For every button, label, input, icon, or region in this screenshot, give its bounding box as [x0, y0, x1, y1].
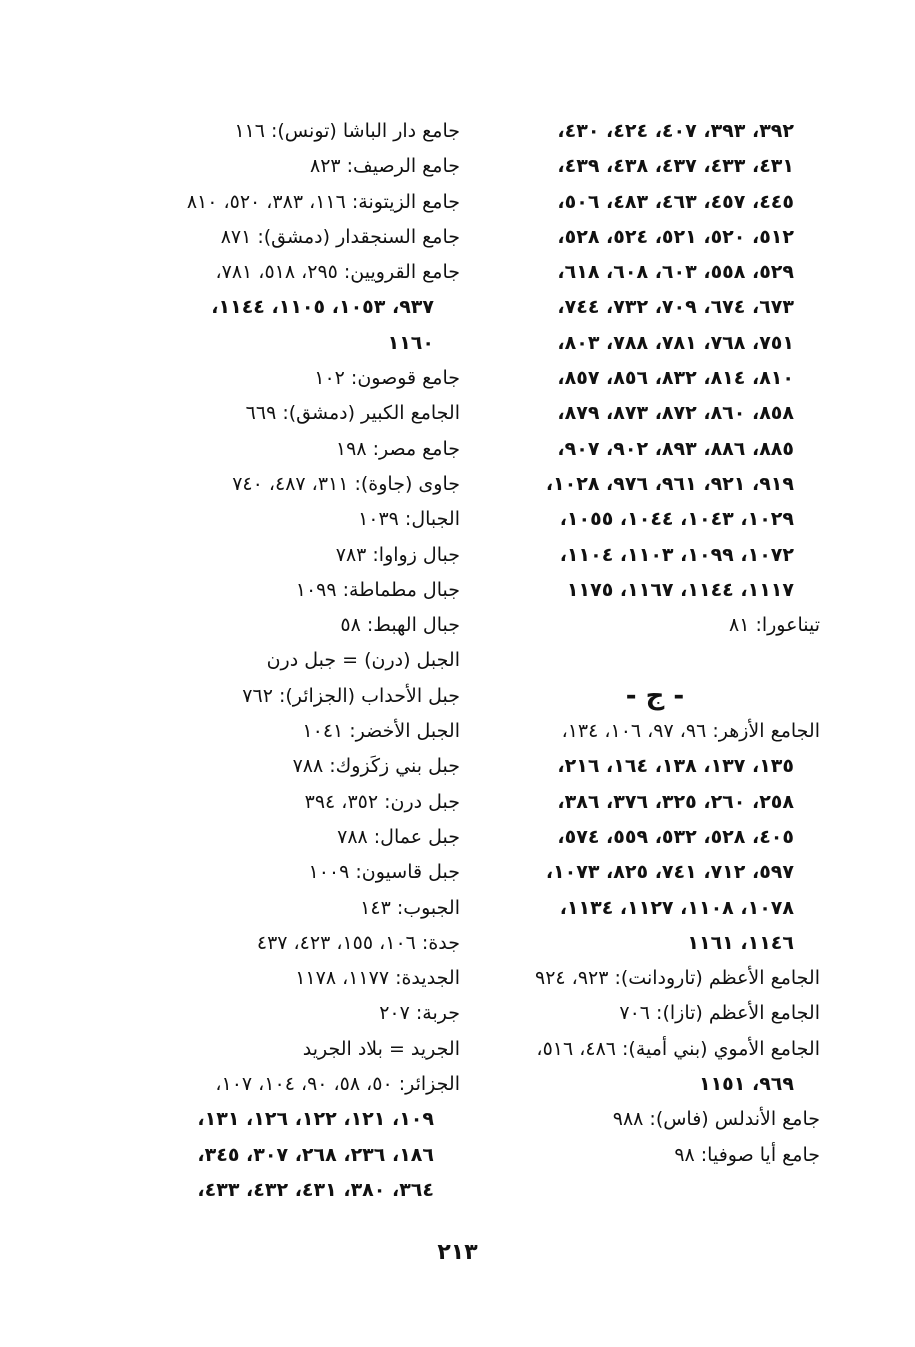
- index-entry-line: الجامع الأعظم (تازا): ٧٠٦: [619, 1002, 820, 1025]
- index-entry-line: ٩١٩، ٩٢١، ٩٦١، ٩٧٦، ١٠٢٨،: [545, 472, 794, 495]
- index-entry-line: ٥٢٩، ٥٥٨، ٦٠٣، ٦٠٨، ٦١٨،: [557, 261, 794, 284]
- index-entry-line: جاوى (جاوة): ٣١١، ٤٨٧، ٧٤٠: [232, 472, 460, 495]
- index-entry-line: جبال زواوا: ٧٨٣: [335, 543, 460, 566]
- index-entry-line: الجزائر: ٥٠، ٥٨، ٩٠، ١٠٤، ١٠٧،: [215, 1073, 460, 1096]
- index-entry-line: ٩٦٩، ١١٥١: [698, 1073, 794, 1096]
- index-entry-line: ٨٨٥، ٨٨٦، ٨٩٣، ٩٠٢، ٩٠٧،: [557, 437, 794, 460]
- index-entry-line: ٣٩٢، ٣٩٣، ٤٠٧، ٤٢٤، ٤٣٠،: [557, 120, 794, 142]
- index-entry-line: جامع مصر: ١٩٨: [335, 437, 460, 460]
- index-entry-line: الجامع الأعظم (تارودانت): ٩٢٣، ٩٢٤: [535, 967, 820, 990]
- index-entry-line: جامع دار الباشا (تونس): ١١٦: [234, 120, 460, 142]
- index-entry-line: ٧٥١، ٧٦٨، ٧٨١، ٧٨٨، ٨٠٣،: [557, 331, 794, 354]
- index-entry-line: ١٠٢٩، ١٠٤٣، ١٠٤٤، ١٠٥٥،: [559, 508, 794, 531]
- index-entry-line: جبل درن: ٣٥٢، ٣٩٤: [304, 790, 460, 813]
- spacer: [490, 643, 820, 678]
- index-entry-line: الجامع الكبير (دمشق): ٦٦٩: [245, 402, 460, 425]
- index-entry-line: تيناعورا: ٨١: [728, 614, 820, 637]
- index-entry-line: ١٣٥، ١٣٧، ١٣٨، ١٦٤، ٢١٦،: [557, 755, 794, 778]
- index-entry-line: ٦٧٣، ٦٧٤، ٧٠٩، ٧٣٢، ٧٤٤،: [557, 296, 794, 319]
- index-entry-line: ٤٠٥، ٥٢٨، ٥٣٢، ٥٥٩، ٥٧٤،: [557, 825, 794, 848]
- index-entry-line: ١١٤٦، ١١٦١: [687, 931, 794, 954]
- index-entry-line: جبل بني زكَزوك: ٧٨٨: [292, 755, 460, 778]
- index-entry-line: جامع السنجقدار (دمشق): ٨٧١: [220, 225, 460, 248]
- index-entry-line: الجبل (درن) = جبل درن: [266, 649, 460, 672]
- index-entry-line: جبل الأحداب (الجزائر): ٧٦٢: [242, 684, 460, 707]
- index-entry-line: الجديدة: ١١٧٧، ١١٧٨: [295, 967, 460, 990]
- index-entry-line: جامع أيا صوفيا: ٩٨: [674, 1143, 820, 1166]
- index-entry-line: جبال الهبط: ٥٨: [340, 614, 460, 637]
- index-column-left: [110, 114, 460, 1208]
- index-entry-line: جامع قوصون: ١٠٢: [314, 367, 460, 390]
- index-entry-line: جبل قاسيون: ١٠٠٩: [308, 861, 460, 884]
- index-entry-line: جبال مطماطة: ١٠٩٩: [295, 578, 460, 601]
- index-entry-line: ٣٦٤، ٣٨٠، ٤٣١، ٤٣٢، ٤٣٣،: [197, 1178, 434, 1201]
- index-entry-line: ٤٣١، ٤٣٣، ٤٣٧، ٤٣٨، ٤٣٩،: [557, 155, 794, 178]
- index-entry-line: ٨١٠، ٨١٤، ٨٣٢، ٨٥٦، ٨٥٧،: [557, 367, 794, 390]
- index-entry-line: ١١٦٠: [387, 331, 434, 354]
- index-entry-line: ٥٩٧، ٧١٢، ٧٤١، ٨٢٥، ١٠٧٣،: [545, 861, 794, 884]
- index-entry-line: ٥١٢، ٥٢٠، ٥٢١، ٥٢٤، ٥٢٨،: [557, 225, 794, 248]
- index-entry-line: الجبال: ١٠٣٩: [358, 508, 460, 531]
- index-entry-line: الجبوب: ١٤٣: [360, 896, 460, 919]
- index-entry-line: الجامع الأموي (بني أمية): ٤٨٦، ٥١٦،: [536, 1037, 820, 1060]
- index-entry-line: ٤٤٥، ٤٥٧، ٤٦٣، ٤٨٣، ٥٠٦،: [557, 190, 794, 213]
- index-entry-line: الجبل الأخضر: ١٠٤١: [302, 720, 460, 743]
- index-entry-line: الجريد = بلاد الجريد: [302, 1037, 460, 1060]
- index-column-right: [490, 114, 820, 1173]
- page-number: ٢١٣: [437, 1240, 478, 1265]
- index-entry-line: ١٠٧٢، ١٠٩٩، ١١٠٣، ١١٠٤،: [559, 543, 794, 566]
- index-entry-line: ١١١٧، ١١٤٤، ١١٦٧، ١١٧٥: [566, 578, 794, 601]
- index-entry-line: ٢٥٨، ٢٦٠، ٣٢٥، ٣٧٦، ٣٨٦،: [557, 790, 794, 813]
- index-entry-line: جربة: ٢٠٧: [379, 1002, 460, 1025]
- index-entry-line: ٨٥٨، ٨٦٠، ٨٧٢، ٨٧٣، ٨٧٩،: [557, 402, 794, 425]
- index-entry-line: ٩٣٧، ١٠٥٣، ١١٠٥، ١١٤٤،: [211, 296, 434, 319]
- index-entry-line: جامع الأندلس (فاس): ٩٨٨: [612, 1108, 820, 1131]
- index-entry-line: ١٨٦، ٢٣٦، ٢٦٨، ٣٠٧، ٣٤٥،: [197, 1143, 434, 1166]
- index-entry-line: الجامع الأزهر: ٩٦، ٩٧، ١٠٦، ١٣٤،: [561, 720, 820, 743]
- index-entry-line: جامع القرويين: ٢٩٥، ٥١٨، ٧٨١،: [215, 261, 460, 284]
- index-entry-line: ١٠٧٨، ١١٠٨، ١١٢٧، ١١٣٤،: [559, 896, 794, 919]
- index-entry-line: جامع الزيتونة: ١١٦، ٣٨٣، ٥٢٠، ٨١٠: [186, 190, 460, 213]
- index-entry-line: جبل عمال: ٧٨٨: [337, 825, 460, 848]
- index-entry-line: جامع الرصيف: ٨٢٣: [309, 155, 460, 178]
- index-entry-line: ١٠٩، ١٢١، ١٢٢، ١٢٦، ١٣١،: [197, 1108, 434, 1131]
- section-letter-heading: - ج -: [625, 680, 685, 711]
- index-entry-line: جدة: ١٠٦، ١٥٥، ٤٢٣، ٤٣٧: [256, 931, 460, 954]
